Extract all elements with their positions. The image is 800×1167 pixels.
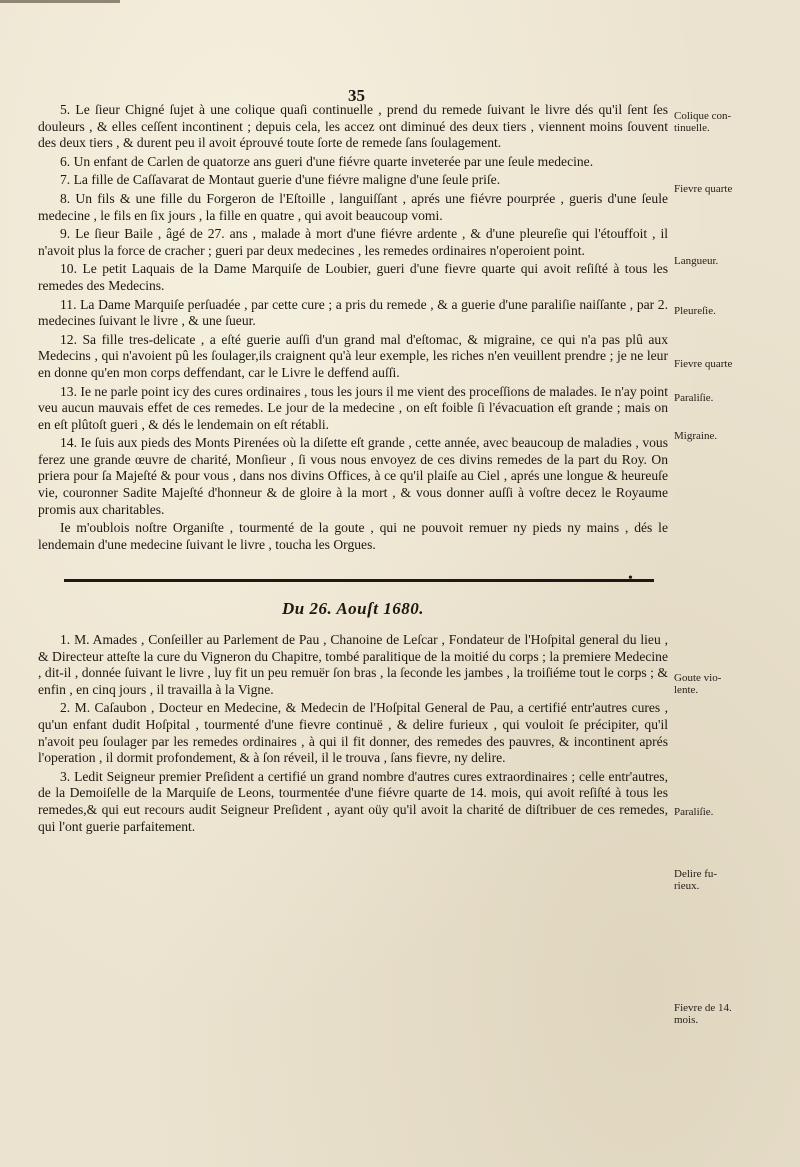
paragraph-entry: [38, 172, 668, 189]
entry-number: 2.: [60, 700, 75, 716]
paragraph-entry: [38, 226, 668, 259]
paragraph-entry: [38, 102, 668, 152]
margin-note: Colique con- tinuelle.: [674, 110, 732, 134]
margin-note: Paraliſie.: [674, 806, 714, 818]
entry-text: Sa fille tres-delicate , a eſté guerie auſſi d'un grand mal d'eſtomac, & migraine, ce qui n'a pas plû aux Medecins , qui n'avoient pû les ſoulager,ils craignent qu'à leur exemple, les riches n'en veuillent prendre ; je ne leur en donne qu'en mon corps deffendant, car le Livre le deffend auſſi.: [38, 331, 669, 380]
divider-rule: [64, 579, 654, 582]
paragraph-entry: [38, 154, 668, 171]
paragraph-entry: [38, 632, 668, 698]
entry-text: Le ſieur Chigné ſujet à une colique quaſi continuelle , prend du remede ſuivant le livre dés qu'il ſent ſes douleurs , & elles ceſſent incontinent ; depuis cela, les accez ont diminué des deux tiers , viennent moins ſouvent des deux tiers , & durent peu il avoit éprouvé toute ſorte de remede ſans ſoulagement.: [38, 102, 669, 151]
paragraph-entry: [38, 769, 668, 835]
margin-note: Fievre quarte: [674, 183, 733, 195]
margin-note: Goute vio- lente.: [674, 672, 722, 696]
entry-number: 6.: [60, 153, 74, 169]
entry-number: 10.: [60, 261, 83, 277]
entry-text: Un enfant de Carlen de quatorze ans gueri d'une fiévre quarte inveterée par une ſeule medecine.: [73, 153, 594, 169]
paragraph-entry: [38, 384, 668, 434]
margin-note: Migraine.: [674, 430, 718, 442]
paragraph-entry: [38, 191, 668, 224]
entry-number: 8.: [60, 190, 76, 206]
section-title: Du 26. Aouſt 1680.: [281, 599, 425, 619]
entry-number: 12.: [60, 331, 83, 347]
entries-top: [38, 102, 668, 553]
entry-number: 7.: [60, 172, 74, 188]
entry-text: M. Amades , Conſeiller au Parlement de Pau , Chanoine de Leſcar , Fondateur de l'Hoſpital general du lieu , & Directeur atteſte la cure du Vigneron du Chapitre, tombé paralitique de la moitié du corps ; la premiere Medecine , dit-il , donnée ſuivant le livre , luy fit un peu remuër ſon bras , la ſeconde les jambes , la troiſiéme tout le corps ; & enfin , en cinq jours , il travailla à la Vigne.: [38, 632, 669, 697]
entry-text: Le petit Laquais de la Dame Marquiſe de Loubier, gueri d'une fievre quarte qui avoit reſiſté à tous les remedes des Medecins.: [38, 261, 669, 293]
entry-number: 13.: [60, 383, 81, 399]
section-divider: [38, 561, 668, 597]
paragraph-entry: [38, 332, 668, 382]
entry-text: Un fils & une fille du Forgeron de l'Eſtoille , languiſſant , aprés une fiévre pourprée , gueris d'une ſeule medecine , le fils en ſix jours , la fille en quatre , qui avoit beaucoup vomi.: [38, 190, 669, 223]
entries-bottom: [38, 632, 668, 835]
entry-text: M. Caſaubon , Docteur en Medecine, & Medecin de l'Hoſpital General de Pau, a certifié entr'autres cures , qu'un enfant dudit Hoſpital , tourmenté d'une fievre continuë , & delire furieux , qui vouloit ſe précipiter, qu'il n'avoit peu ſoulager par les remedes ordinaires , à qui il fit donner, des remedes des pauvres, & incontinent aprés l'operation , il dormit profondement, & à ſon réveil, il le trouva , ſans fievre, ny delire.: [38, 700, 669, 766]
margin-note: Pleureſie.: [674, 305, 716, 317]
entry-number: 9.: [60, 226, 76, 242]
divider-ornament: •: [628, 571, 633, 587]
entry-text: La Dame Marquiſe perſuadée , par cette cure ; a pris du remede , & a guerie d'une paraliſie naiſſante , par 2. medecines ſuivant le livre , & une ſueur.: [38, 296, 668, 329]
entry-text: La fille de Caſſavarat de Montaut guerie d'une fiévre maligne d'une ſeule priſe.: [73, 172, 501, 188]
entry-number: 11.: [60, 296, 81, 312]
margin-note: Fievre de 14. mois.: [674, 1002, 732, 1026]
entry-text: Ie ne parle point icy des cures ordinaires , tous les jours il me vient des proceſſions de malades. Ie n'ay point veu aucun mauvais effet de ces remedes. Le jour de la medecine , on eſt foible ſi l'évacuation eſt grande ; mais on en eſt plûtoſt gueri , & dés le lendemain on eſt rétabli.: [38, 383, 669, 432]
entry-number: 14.: [60, 435, 81, 451]
entry-text: Ie m'oublois noſtre Organiſte , tourmenté de la goute , qui ne pouvoit remuer ny pieds ny mains , dés le lendemain d'une medecine ſuivant le livre , toucha les Orgues.: [38, 520, 668, 552]
margin-note: Delire fu- rieux.: [674, 868, 718, 892]
entry-number: 5.: [60, 102, 76, 117]
paragraph-entry: [38, 261, 668, 294]
main-text-column: [38, 102, 668, 837]
entry-text: Le ſieur Baile , âgé de 27. ans , malade à mort d'une fiévre ardente , & d'une pleureſie qui l'étouffoit , il n'avoit plus la force de cracher ; gueri par deux medecines , les remedes ordinaires n'operoient point.: [38, 226, 668, 258]
entry-text: Ledit Seigneur premier Preſident a certifié un grand nombre d'autres cures extraordinaires ; celle entr'autres, de la Demoiſelle de la Marquiſe de Leons, tourmentée d'une fiévre quarte de 14. mois, qui avoit reſiſté à tous les remedes,& qui eut recours audit Seigneur Preſident , ayant oüy qu'il avoit la charité de diſtribuer de ces remedes, qui l'ont guerie parfaitement.: [38, 768, 668, 834]
margin-note: Langueur.: [674, 255, 719, 267]
margin-note: Fievre quarte: [674, 358, 733, 370]
entry-number: 3.: [60, 768, 75, 784]
paragraph-entry: [38, 520, 668, 553]
page-number: 35: [348, 86, 365, 105]
margin-note: Paraliſie.: [674, 392, 714, 404]
entry-number: 1.: [60, 632, 75, 648]
paragraph-entry: [38, 435, 668, 518]
paragraph-entry: [38, 297, 668, 330]
paragraph-entry: [38, 700, 668, 766]
top-edge-line: [0, 0, 120, 3]
entry-text: Ie ſuis aux pieds des Monts Pirenées où la diſette eſt grande , cette année, avec beaucoup de maladies , vous ferez une grande œuvre de charité, Monſieur , ſi vous nous envoyez de ces divins remedes de la part du Roy. On priera pour ſa Majeſté & pour vous , dans nos divins Offices, à ce qu'il plaiſe au Ciel , aprés une longue & heureuſe vie, couronner Sadite Majeſté d'honneur & de gloire à la mort , & vous donner auſſi à voſtre decez le Royaume promis aux charitables.: [38, 435, 668, 517]
